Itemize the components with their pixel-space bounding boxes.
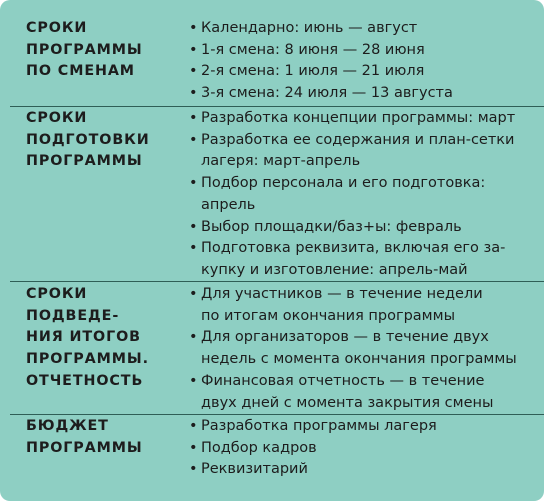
section-items bbox=[189, 18, 529, 105]
list-item: • Разработка концепции программы: март bbox=[189, 108, 529, 130]
list-item: • Разработка ее содержания и план-сетки лагеря: март-апрель bbox=[189, 130, 529, 173]
list-item: • 3-я смена: 24 июля — 13 августа bbox=[189, 83, 529, 105]
list-item: • 2-я смена: 1 июля — 21 июля bbox=[189, 61, 529, 83]
list-item: • 1-я смена: 8 июня — 28 июня bbox=[189, 40, 529, 62]
list-item: • Финансовая отчетность — в течение двух дней с момента закрытия смены bbox=[189, 371, 529, 414]
section-label: БЮДЖЕТ ПРОГРАММЫ bbox=[26, 418, 143, 456]
section-items bbox=[189, 416, 529, 481]
section-label: СРОКИ ПОДВЕДЕ- НИЯ ИТОГОВ ПРОГРАММЫ. ОТЧЕТНОСТЬ bbox=[26, 286, 149, 389]
section-label: СРОКИ ПРОГРАММЫ ПО СМЕНАМ bbox=[26, 20, 143, 80]
list-item: • Подбор персонала и его подготовка: апрель bbox=[189, 173, 529, 216]
section-divider bbox=[10, 106, 544, 107]
section-items bbox=[189, 108, 529, 282]
list-item: • Разработка программы лагеря bbox=[189, 416, 529, 438]
list-item: • Выбор площадки/баз+ы: февраль bbox=[189, 217, 529, 239]
list-item: • Для участников — в течение недели по итогам окончания программы bbox=[189, 284, 529, 327]
list-item: • Подбор кадров bbox=[189, 438, 529, 460]
section-divider bbox=[10, 281, 544, 282]
list-item: • Подготовка реквизита, включая его за- купку и изготовление: апрель-май bbox=[189, 238, 529, 281]
section-label: СРОКИ ПОДГОТОВКИ ПРОГРАММЫ bbox=[26, 110, 150, 170]
section-items bbox=[189, 284, 529, 414]
list-item: • Для организаторов — в течение двух недель с момента окончания программы bbox=[189, 327, 529, 370]
section-divider bbox=[10, 414, 544, 415]
list-item: • Реквизитарий bbox=[189, 459, 529, 481]
list-item: • Календарно: июнь — август bbox=[189, 18, 529, 40]
